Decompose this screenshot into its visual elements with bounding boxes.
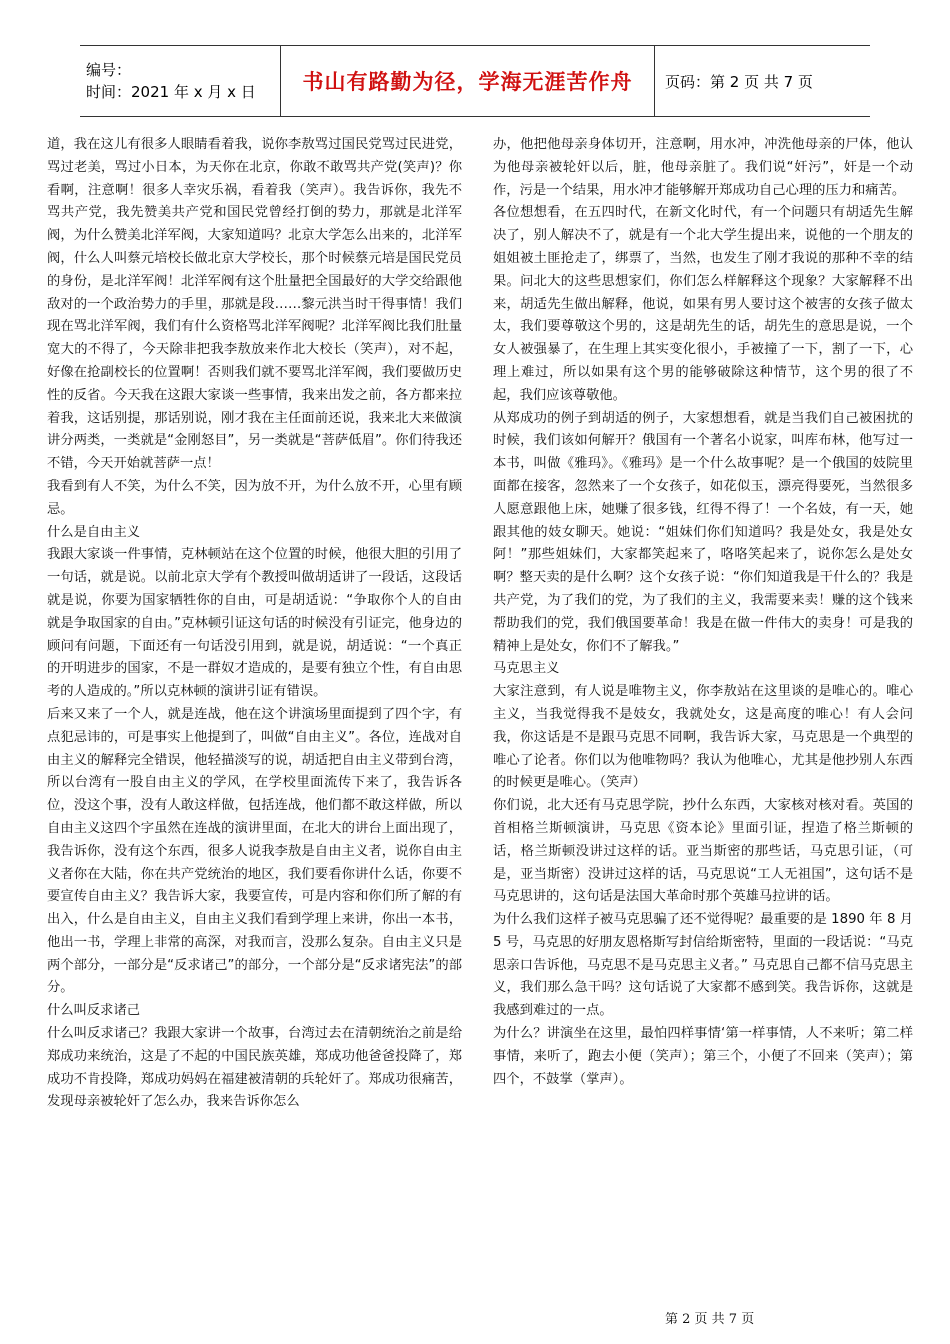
paragraph: 为什么？讲演坐在这里，最怕四样事情‘第一样事情，人不来听；第二样事情，来听了，跑去小便（笑声）；第三个，小便了不回来（笑声）；第四个，不鼓掌（掌声）。 <box>493 1026 913 1087</box>
paragraph: 从郑成功的例子到胡适的例子，大家想想看，就是当我们自己被困扰的时候，我们该如何解开？俄国有一个著名小说家，叫库布林，他写过一本书，叫做《雅玛》。《雅玛》是一个什么故事呢？是一个俄国的妓院里面都在接客，忽然来了一个女孩子，如花似玉，漂亮得要死，当然很多人愿意跟他上床，她赚了很多钱，红得不得了！一个名妓，有一天，她跟其他的妓女聊天。她说：“姐妹们你们知道吗？我是处女，我是处女阿！”那些姐妹们，大家都笑起来了，咯咯笑起来了，说你怎么是处女啊？整天卖的是什么啊？这个女孩子说：“你们知道我是干什么的？我是共产党，为了我们的党，为了我们的主义，我需要来卖！赚的这个钱来帮助我们的党，我们俄国要革命！我是在做一件伟大的卖身！可是我的精神上是处女，你们不了解我。” <box>493 410 913 654</box>
paragraph: 你们说，北大还有马克思学院，抄什么东西，大家核对核对看。英国的首相格兰斯顿演讲，马克思《资本论》里面引证，捏造了格兰斯顿的话，格兰斯顿没讲过这样的话。亚当斯密的那些话，马克思引证，（可是，亚当斯密）没讲过这样的话，马克思说“工人无祖国”，这句话不是马克思讲的，这句话是法国大革命时那个英雄马拉讲的话。 <box>493 798 913 905</box>
paragraph: 后来又来了一个人，就是连战，他在这个讲演场里面提到了四个字，有点犯忌讳的，可是事实上他提到了，叫做“自由主义”。各位，连战对自由主义的解释完全错误，他轻描淡写的说，胡适把自由主义带到台湾，所以台湾有一股自由主义的学风，在学校里面流传下来了，我告诉各位，没这个事，没有人敢这样做，包括连战，他们都不敢这样做，所以自由主义这四个字虽然在连战的演讲里面，在北大的讲台上面出现了，我告诉你，没有这个东西，很多人说我李敖是自由主义者，说你自由主义者你在大陆，你在共产党统治的地区，我们要看你讲什么话，你要不要宣传自由主义？我告诉大家，我要宣传，可是内容和你们所了解的有出入，什么是自由主义，自由主义我们看到学理上来讲，你出一本书，他出一书，学理上非常的高深，对我而言，没那么复杂。自由主义只是两个部分，一部分是“反求诸己”的部分，一个部分是“反求诸宪法”的部分。 <box>47 706 462 996</box>
section-heading: 什么叫反求诸己 <box>47 1003 141 1019</box>
page-header <box>80 45 870 117</box>
document-number-label: 编号： <box>86 61 132 79</box>
header-meta <box>80 46 280 116</box>
section-heading: 马克思主义 <box>493 661 560 677</box>
header-motto: 书山有路勤为径，学海无涯苦作舟 <box>280 46 655 116</box>
paragraph: 办，他把他母亲身体切开，注意啊，用水冲，冲洗他母亲的尸体，他认为他母亲被轮奸以后，脏，他母亲脏了。我们说“奸污”，奸是一个动作，污是一个结果，用水冲才能够解开郑成功自己心理的压力和痛苦。 <box>493 137 913 198</box>
paragraph: 什么叫反求诸己？我跟大家讲一个故事，台湾过去在清朝统治之前是给郑成功来统治，这是了不起的中国民族英雄，郑成功他爸爸投降了，郑成功不肯投降，郑成功妈妈在福建被清朝的兵轮奸了。郑成功很痛苦，发现母亲被轮奸了怎么办，我来告诉你怎么 <box>47 1026 462 1110</box>
page-footer: 第 2 页 共 7 页 <box>665 1312 755 1327</box>
left-column <box>47 134 462 1114</box>
document-date: 时间：2021 年 x 月 x 日 <box>86 83 256 101</box>
right-column <box>493 134 913 1091</box>
paragraph: 为什么我们这样子被马克思骗了还不觉得呢？最重要的是 1890 年 8 月 5 号，马克思的好朋友恩格斯写封信给斯密特，里面的一段话说：“马克思亲口告诉他，马克思不是马克思主义者。” 马克思自己都不信马克思主义，我们那么急干吗？这句话说了大家都不感到笑。我告诉你，这就是我感到难过的一点。 <box>493 912 913 1019</box>
paragraph: 我跟大家谈一件事情，克林顿站在这个位置的时候，他很大胆的引用了一句话，就是说。以前北京大学有个教授叫做胡适讲了一段话，这段话就是说，你要为国家牺牲你的自由，可是胡适说：“争取你个人的自由就是争取国家的自由。”克林顿引证这句话的时候没有引证完，他身边的顾问有问题，下面还有一句话没引用到，就是说，胡适说：“一个真正的开明进步的国家，不是一群奴才造成的，是要有独立个性，有自由思考的人造成的。”所以克林顿的演讲引证有错误。 <box>47 547 462 700</box>
header-page-number: 页码：第 2 页 共 7 页 <box>665 72 813 91</box>
paragraph: 道，我在这儿有很多人眼睛看着我，说你李敖骂过国民党骂过民进党，骂过老美，骂过小日本，为天你在北京，你敢不敢骂共产党(笑声)？你看啊，注意啊！很多人幸灾乐祸，看着我（笑声）。我告诉你，我先不骂共产党，我先赞美共产党和国民党曾经打倒的势力，那就是北洋军阀，为什么赞美北洋军阀，大家知道吗？北京大学怎么出来的，北洋军阀，什么人叫蔡元培校长做北京大学校长，那个时候蔡元培是国民党员的身份，是北洋军阀！北洋军阀有这个肚量把全国最好的大学交给跟他敌对的一个政治势力的手里，那就是段……黎元洪当时干得事情！我们现在骂北洋军阀，我们有什么资格骂北洋军阀呢？北洋军阀比我们肚量宽大的不得了，今天除非把我李敖放来作北大校长（笑声），对不起，好像在抢副校长的位置啊！否则我们就不要骂北洋军阀，我们要做历史性的反省。今天我在这跟大家谈一些事情，我来出发之前，各方都来拉着我，这话别提，那话别说，刚才我在主任面前还说，我来北大来做演讲分两类，一类就是“金刚怒目”，另一类就是“菩萨低眉”。你们待我还不错，今天开始就菩萨一点！ <box>47 137 462 472</box>
paragraph: 各位想想看，在五四时代，在新文化时代，有一个问题只有胡适先生解决了，别人解决不了，就是有一个北大学生提出来，说他的一个朋友的姐姐被土匪抢走了，绑票了，当然，也发生了刚才我说的那种不幸的结果。问北大的这些思想家们，你们怎么样解释这个现象？大家解释不出来，胡适先生做出解释，他说，如果有男人要讨这个被害的女孩子做太太，我们要尊敬这个男的，这是胡先生的话，胡先生的意思是说，一个女人被强暴了，在生理上其实变化很小，手被撞了一下，割了一下，心理上难过，所以如果有这个男的能够破除这种情节，这个男的很了不起，我们应该尊敬他。 <box>493 205 913 403</box>
paragraph: 大家注意到，有人说是唯物主义，你李敖站在这里谈的是唯心的。唯心主义，当我觉得我不是妓女，我就处女，这是高度的唯心！有人会问我，你这话是不是跟马克思不同啊，我告诉大家，马克思是一个典型的唯心了论者。你们以为他唯物吗？我认为他唯心，尤其是他抄别人东西的时候更是唯心。（笑声） <box>493 684 913 791</box>
paragraph: 我看到有人不笑，为什么不笑，因为放不开，为什么放不开，心里有顾忌。 <box>47 478 462 517</box>
section-heading: 什么是自由主义 <box>47 524 141 540</box>
